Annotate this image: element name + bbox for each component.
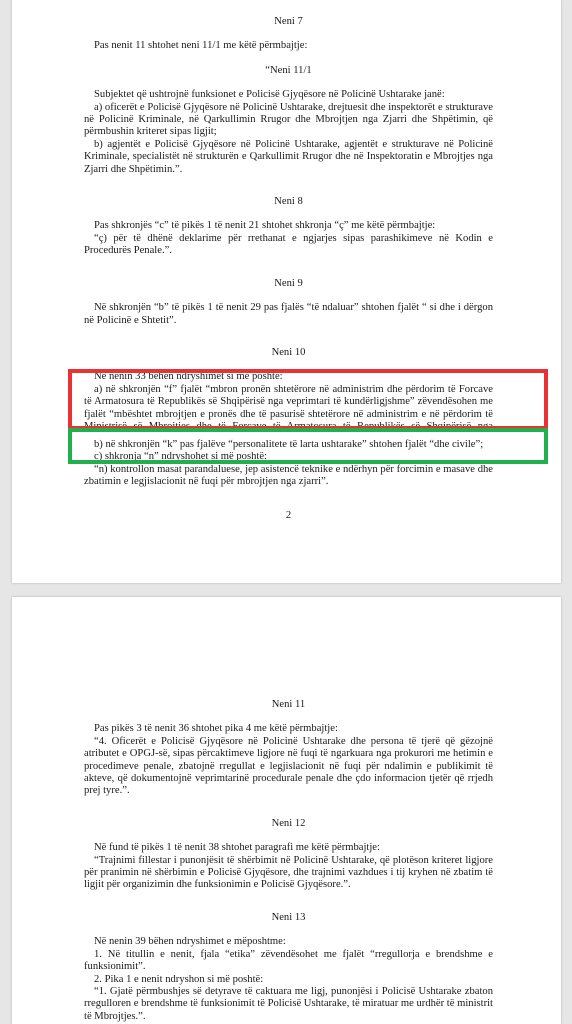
article-7-intro: Pas nenit 11 shtohet neni 11/1 me këtë përmbajtje:: [94, 40, 308, 52]
page-number: 2: [285, 510, 292, 522]
article-12-title: Neni 12: [271, 817, 306, 829]
article-13-paragraph-1: Në nenin 39 bëhen ndryshimet e mëposhtme:: [94, 936, 286, 948]
article-12-paragraph-2: “Trajnimi fillestar i punonjësit të shërbimit në Policinë Ushtarake, që plotëson kriteret ligjore për pranimin në shërbimin e Policisë Gjyqësore, dhe trajnimi vazhdues i tij kryhen në zbatim të ligjit për organizimin dhe funksionimin e Policisë Gjyqësore.”.: [84, 854, 493, 891]
page-2-content: [84, 699, 493, 1023]
article-7-point-b: b) agjentët e Policisë Gjyqësore në Policinë Ushtarake, agjentët e strukturave në Policinë Kriminale, specialistët në strukturën e Qarkullimit Rrugor dhe në Inspektoratin e Mbrojtjes nga Zjarri dhe Shpëtimin.”.: [84, 138, 493, 175]
article-8-title: Neni 8: [274, 196, 303, 208]
article-11-1-title: “Neni 11/1: [265, 64, 312, 76]
article-10-point-b: b) në shkronjën “k” pas fjalëve “personalitete të larta ushtarake” shtohen fjalët “dhe civile”;: [94, 438, 484, 450]
article-10-point-c: c) shkronja “n” ndryshohet si më poshtë:: [94, 451, 267, 463]
article-8-paragraph-2: “ç) për të dhënë deklarime për rrethanat e ngjarjes sipas parashikimeve në Kodin e Procedurës Penale.”.: [84, 232, 493, 257]
article-13-paragraph-3: 2. Pika 1 e nenit ndryshon si më poshtë:: [94, 973, 264, 985]
article-10-point-a: a) në shkronjën “f” fjalët “mbron pronën shtetërore në administrim dhe përdorim të Forcave të Armatosura të Republikës së Shqipërisë nga veprimtari të kundërligjshme” zëvendësohen me fjalët “mbështet mbrojtjen e pronës dhe të pasurisë shtetërore në administrim e në përdorim të Ministrisë së Mbrojtjes dhe të Forcave të Armatosura të Republikës së Shqipërisë nga: [84, 383, 493, 432]
article-7-point-a: a) oficerët e Policisë Gjyqësore në Policinë Ushtarake, drejtuesit dhe inspektorët e strukturave në Policinë Kriminale, në Qarkullimin Rrugor dhe Mbrojtjen nga Zjarri dhe Shpëtimin, që përmbushin kriteret sipas ligjit;: [84, 101, 493, 138]
article-12-paragraph-1: Në fund të pikës 1 të nenit 38 shtohet paragrafi me këtë përmbajtje:: [94, 842, 380, 854]
green-highlight-box: [68, 428, 548, 464]
red-highlight-box: [68, 369, 548, 430]
article-13-paragraph-4: “1. Gjatë përmbushjes së detyrave të caktuara me ligj, punonjësi i Policisë Ushtarake zbaton rregulloren e brendshme të funksionimit të Policisë Ushtarake, të miratuar me urdhër të ministrit të Mbrojtjes.”.: [84, 985, 493, 1022]
article-7-title: Neni 7: [274, 16, 303, 27]
document-page-2: [12, 597, 561, 1024]
article-7-paragraph: Subjektet që ushtrojnë funksionet e Policisë Gjyqësore në Policinë Ushtarake janë:: [94, 89, 445, 101]
article-11-title: Neni 11: [271, 699, 306, 710]
article-11-paragraph-1: Pas pikës 3 të nenit 36 shtohet pika 4 me këtë përmbajtje:: [94, 723, 338, 735]
article-9-paragraph: Në shkronjën “b” të pikës 1 të nenit 29 pas fjalës “të ndaluar” shtohen fjalët “ si dhe i dërgon në Policinë e Shtetit”.: [84, 302, 493, 326]
article-13-title: Neni 13: [271, 911, 306, 923]
article-11-paragraph-2: “4. Oficerët e Policisë Gjyqësore në Policinë Ushtarake dhe persona të tjerë që gëzojnë atributet e OPGJ-së, sipas përcaktimeve ligjore në fuqi të ngarkuara nga prokurori me hetimin e procedimeve penale, zbatojnë rregullat e legjislacionit në fuqi për ndalimin e publikimit të akteve, që dokumentojnë veprimtarinë procedurale penale dhe çdo informacion tjetër që rrjedh prej tyre.”.: [84, 735, 493, 797]
article-13-paragraph-2: 1. Në titullin e nenit, fjala “etika” zëvendësohet me fjalët “rregullorja e brendshme e funksionimit”.: [84, 948, 493, 973]
article-8-paragraph-1: Pas shkronjës “c” të pikës 1 të nenit 21 shtohet shkronja “ç” me këtë përmbajtje:: [94, 220, 436, 232]
article-10-point-n: “n) kontrollon masat parandaluese, jep asistencë teknike e ndërhyn për forcimin e masave dhe zbatimin e legjislacionit në fuqi për mbrojtjen nga zjarri”.: [84, 463, 493, 487]
article-10-title: Neni 10: [271, 346, 306, 358]
article-10-intro: Në nenin 33 bëhen ndryshimet si më poshtë:: [94, 371, 283, 383]
document-page-1: [12, 0, 561, 583]
article-9-title: Neni 9: [274, 277, 303, 289]
